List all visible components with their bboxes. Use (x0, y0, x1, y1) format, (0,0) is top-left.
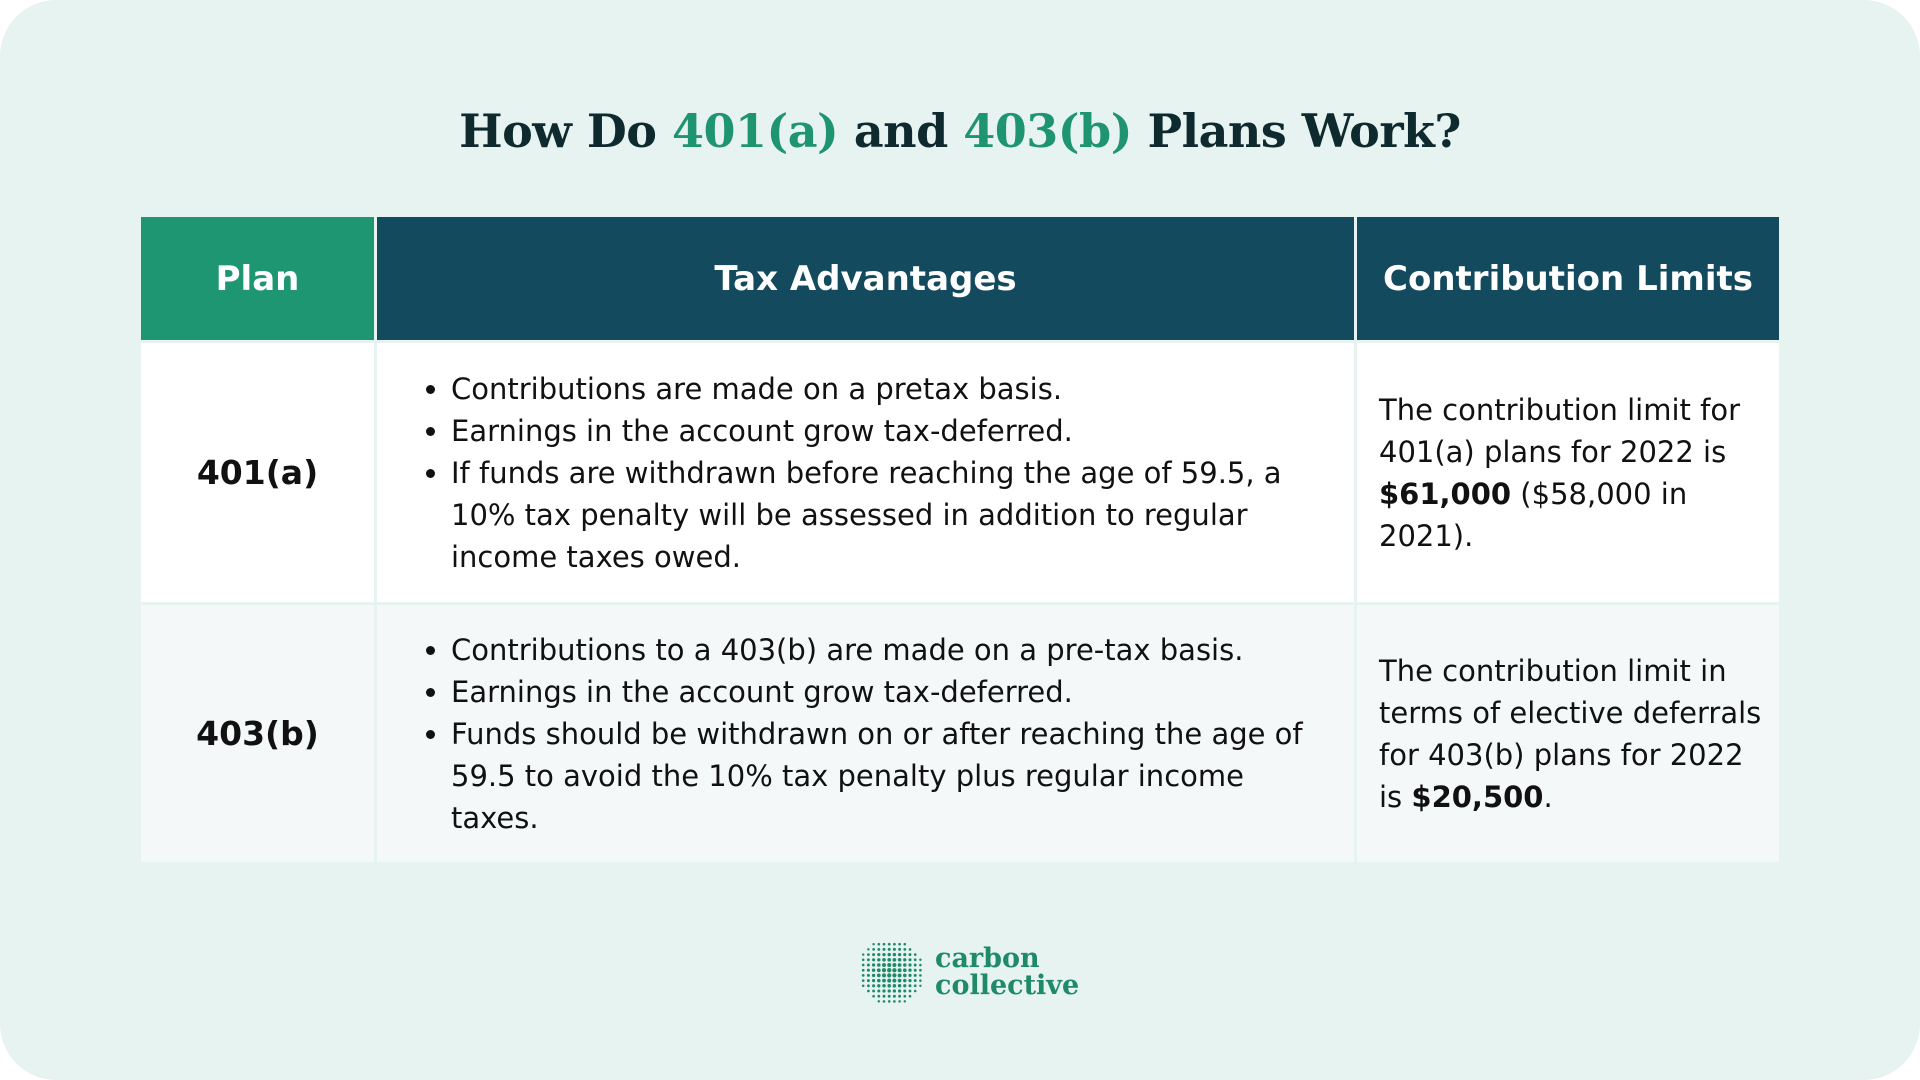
globe-dot (877, 989, 880, 992)
limit-text-after: ($58,000 in 2021). (1379, 476, 1688, 553)
contribution-limit-401a (1357, 343, 1779, 602)
globe-dot (882, 953, 885, 956)
limit-text-before: The contribution limit in terms of elective deferrals for 403(b) plans for 2022 is (1379, 653, 1762, 814)
globe-dot (893, 943, 896, 946)
limit-text (1379, 389, 1765, 557)
globe-dot (909, 990, 912, 993)
globe-dot (887, 968, 891, 972)
globe-dot (919, 979, 922, 982)
globe-dot (877, 948, 880, 951)
globe-dot (893, 995, 896, 998)
globe-dot (877, 995, 880, 998)
globe-dot (882, 984, 886, 988)
globe-dot (867, 948, 869, 950)
globe-dot (862, 979, 865, 982)
globe-dot (867, 964, 870, 967)
list-item: • Earnings in the account grow tax-deferred. (451, 410, 1336, 452)
title-accent-401a: 401(a) (671, 104, 839, 158)
globe-dot (904, 1000, 906, 1002)
globe-dot (898, 995, 901, 998)
globe-dot (898, 984, 901, 987)
limit-text (1379, 650, 1765, 818)
globe-dot (898, 979, 902, 983)
header-plan: Plan (141, 217, 374, 340)
globe-dot (893, 953, 896, 956)
globe-dot (893, 1000, 896, 1003)
globe-dot (892, 973, 896, 977)
list-item: • Contributions are made on a pretax basis. (451, 368, 1336, 410)
globe-dot (883, 948, 886, 951)
globe-dot (919, 959, 921, 961)
globe-dot (908, 963, 911, 966)
globe-dot (908, 958, 911, 961)
globe-dot (904, 943, 907, 946)
globe-dot (872, 995, 875, 998)
globe-dot (878, 943, 881, 946)
comparison-table (141, 217, 1779, 862)
globe-dot (867, 958, 870, 961)
globe-dot (903, 958, 906, 961)
globe-dot (872, 963, 875, 966)
globe-dot (914, 974, 917, 977)
globe-dot (908, 979, 911, 982)
globe-dot (903, 963, 907, 967)
limit-amount: $20,500 (1411, 779, 1544, 814)
logo-line-1: carbon (935, 943, 1040, 974)
globe-dot (898, 1000, 901, 1003)
globe-dot (888, 1000, 891, 1003)
globe-dot (877, 979, 881, 983)
globe-dot (872, 974, 875, 977)
globe-dot (893, 984, 897, 988)
globe-dot (872, 943, 874, 945)
carbon-collective-logo (855, 937, 1079, 1007)
globe-dot (914, 953, 917, 956)
globe-dot (862, 969, 865, 972)
globe-dot (893, 948, 896, 951)
list-item: • Contributions to a 403(b) are made on a pre-tax basis. (451, 629, 1336, 671)
globe-dot (872, 979, 875, 982)
globe-dot (872, 948, 875, 951)
title-accent-403b: 403(b) (963, 104, 1132, 158)
globe-dot (882, 973, 886, 977)
globe-dot (862, 974, 865, 977)
globe-dot (914, 958, 917, 961)
globe-dot (903, 995, 906, 998)
limit-amount: $61,000 (1379, 476, 1512, 511)
globe-dot (898, 963, 902, 967)
globe-dot (877, 968, 881, 972)
list-item: • Earnings in the account grow tax-deferred. (451, 671, 1336, 713)
dotted-globe-icon (855, 936, 927, 1008)
globe-dot (914, 964, 917, 967)
tax-advantages-401a (377, 343, 1354, 602)
globe-dot (893, 958, 897, 962)
globe-dot (867, 969, 870, 972)
globe-dot (872, 990, 875, 993)
globe-dot (919, 985, 921, 987)
globe-dot (882, 989, 885, 992)
plan-name-403b: 403(b) (141, 605, 374, 862)
globe-dot (898, 958, 902, 962)
globe-dot (883, 1000, 886, 1003)
globe-dot (883, 995, 886, 998)
globe-dot (903, 948, 906, 951)
globe-dot (892, 968, 896, 972)
title-part-1: How Do (459, 104, 672, 158)
globe-dot (898, 948, 901, 951)
globe-dot (903, 989, 906, 992)
globe-dot (872, 984, 875, 987)
globe-dot (914, 969, 917, 972)
globe-dot (898, 943, 901, 946)
globe-dot (908, 969, 911, 972)
globe-dot (898, 973, 902, 977)
globe-dot (872, 969, 875, 972)
globe-dot (898, 953, 901, 956)
globe-dot (882, 958, 886, 962)
contribution-limit-403b (1357, 605, 1779, 862)
globe-dot (867, 990, 870, 993)
plan-name-401a: 401(a) (141, 343, 374, 602)
globe-dot (882, 979, 886, 983)
list-item: • If funds are withdrawn before reaching the age of 59.5, a 10% tax penalty will be assessed in addition to regular income taxes owed. (451, 452, 1336, 578)
globe-dot (867, 979, 870, 982)
globe-dot (914, 979, 917, 982)
globe-dot (903, 953, 906, 956)
globe-dot (888, 989, 891, 992)
globe-dot (908, 974, 911, 977)
globe-dot (909, 948, 912, 951)
tax-advantages-403b (377, 605, 1354, 862)
globe-dot (872, 958, 875, 961)
globe-dot (888, 995, 891, 998)
globe-dot (877, 963, 881, 967)
globe-dot (919, 969, 922, 972)
title-part-2: and (838, 104, 964, 158)
globe-dot (867, 984, 870, 987)
globe-dot (914, 990, 917, 993)
globe-dot (878, 1000, 880, 1002)
globe-dot (908, 984, 911, 987)
globe-dot (903, 979, 906, 982)
globe-dot (867, 953, 870, 956)
globe-dot (919, 964, 922, 967)
page-title (0, 104, 1920, 158)
globe-dot (887, 984, 891, 988)
globe-dot (877, 974, 881, 978)
globe-dot (877, 958, 880, 961)
globe-dot (882, 968, 886, 972)
globe-dot (888, 943, 891, 946)
globe-dot (872, 953, 875, 956)
globe-dot (862, 985, 865, 988)
globe-dot (883, 943, 886, 946)
globe-dot (877, 984, 880, 987)
globe-dot (914, 984, 917, 987)
advantages-list (417, 629, 1336, 839)
globe-dot (903, 968, 907, 972)
globe-dot (893, 989, 896, 992)
globe-dot (862, 964, 865, 967)
globe-dot (909, 995, 912, 998)
logo-line-2: collective (935, 970, 1080, 1001)
globe-dot (887, 973, 891, 977)
logo-wordmark (935, 945, 1079, 999)
title-part-3: Plans Work? (1131, 104, 1461, 158)
advantages-list (417, 368, 1336, 578)
globe-dot (898, 968, 902, 972)
globe-dot (862, 953, 864, 955)
globe-dot (888, 953, 891, 956)
globe-dot (888, 948, 891, 951)
globe-dot (862, 959, 865, 962)
limit-text-after: . (1543, 779, 1553, 814)
globe-dot (867, 974, 870, 977)
globe-dot (887, 958, 891, 962)
list-item: • Funds should be withdrawn on or after reaching the age of 59.5 to avoid the 10% tax penalty plus regular income taxes. (451, 713, 1336, 839)
limit-text-before: The contribution limit for 401(a) plans for 2022 is (1379, 392, 1741, 469)
globe-dot (882, 963, 886, 967)
header-tax-advantages: Tax Advantages (377, 217, 1354, 340)
globe-dot (903, 984, 906, 987)
header-contribution-limits: Contribution Limits (1357, 217, 1779, 340)
globe-dot (887, 963, 891, 967)
globe-dot (877, 953, 880, 956)
globe-dot (903, 974, 907, 978)
globe-dot (909, 953, 912, 956)
globe-dot (892, 963, 896, 967)
globe-dot (919, 974, 922, 977)
globe-dot (898, 989, 901, 992)
globe-dot (892, 979, 896, 983)
globe-dot (887, 979, 891, 983)
